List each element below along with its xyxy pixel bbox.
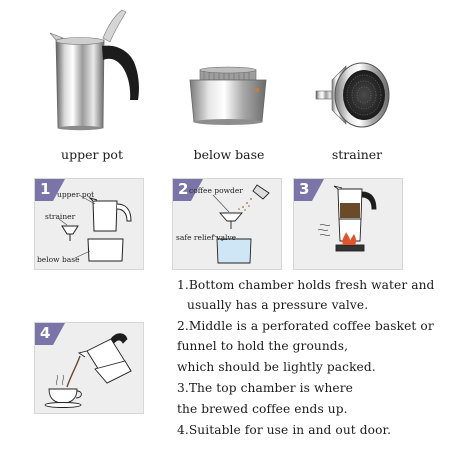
step-3-panel <box>293 178 403 270</box>
step-4-number: 4 <box>40 324 51 342</box>
step-1-upper-pot-label: upper pot <box>57 190 95 199</box>
step-2-coffee-powder-label: coffee powder <box>189 186 243 195</box>
description-line-6: 3.The top chamber is where <box>177 381 353 395</box>
description-line-4: funnel to hold the grounds, <box>177 339 349 353</box>
strainer-image <box>316 63 389 127</box>
upper-pot-label: upper pot <box>61 147 123 162</box>
below-base-image <box>190 67 266 125</box>
step-3-diagram <box>294 179 402 269</box>
step-2-panel <box>172 178 282 270</box>
description-line-8: 4.Suitable for use in and out door. <box>177 423 392 437</box>
description-line-5: which should be lightly packed. <box>177 360 376 374</box>
step-1-panel <box>34 178 144 270</box>
step-4-panel <box>34 322 144 414</box>
description-line-7: the brewed coffee ends up. <box>177 402 348 416</box>
description-line-3: 2.Middle is a perforated coffee basket or <box>177 319 434 333</box>
upper-pot-image <box>50 10 139 130</box>
description-line-2: usually has a pressure valve. <box>187 298 369 312</box>
description-line-1: 1.Bottom chamber holds fresh water and <box>177 278 435 292</box>
below-base-label: below base <box>193 147 265 162</box>
step-4-diagram <box>35 323 143 413</box>
step-1-number: 1 <box>40 180 51 198</box>
step-1-below-base-label: below base <box>37 255 80 264</box>
step-2-number: 2 <box>178 180 189 198</box>
step-2-safe-relief-valve-label: safe relief valve <box>176 233 237 242</box>
step-1-strainer-label: strainer <box>45 212 76 221</box>
step-3-number: 3 <box>299 180 310 198</box>
strainer-label: strainer <box>331 147 383 162</box>
